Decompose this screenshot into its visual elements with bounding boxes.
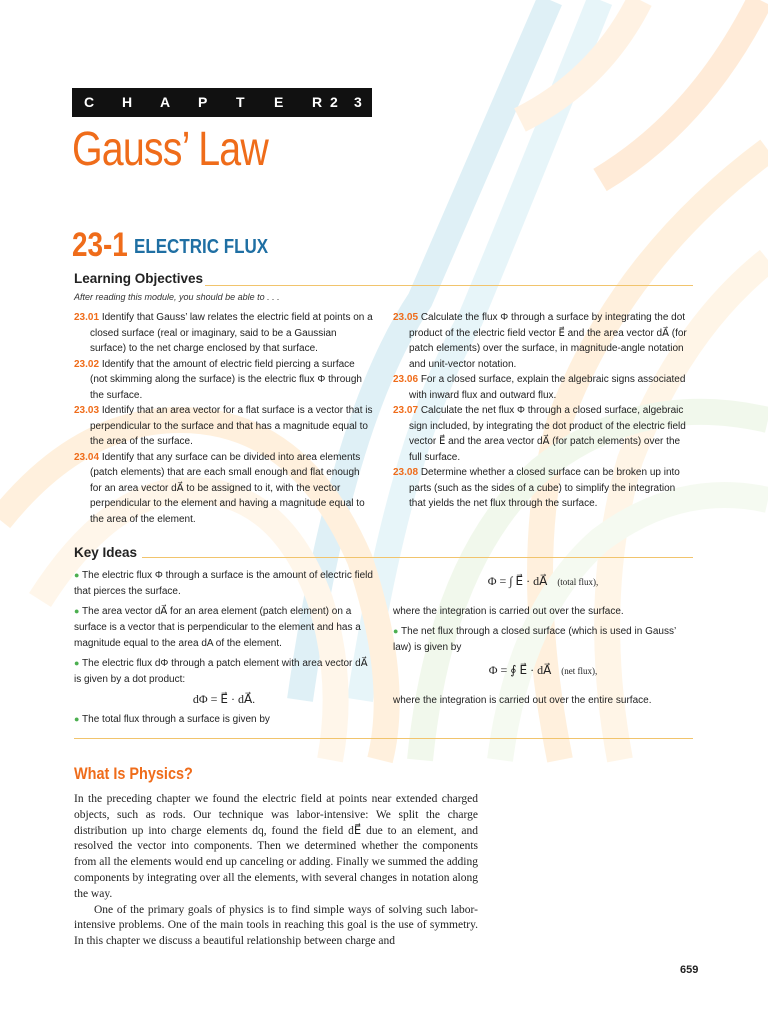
equation-net-flux: Φ = ∮ E⃗ · dA⃗ (net flux), — [488, 663, 598, 677]
key-ideas-right-column — [393, 567, 693, 712]
key-idea-item: ● The total flux through a surface is given by — [74, 714, 270, 725]
key-idea-item: ● The electric flux Φ through a surface is the amount of electric field that pierces the surface. — [74, 570, 373, 597]
chapter-letter: A — [160, 94, 171, 110]
key-idea-text: where the integration is carried out over the surface. — [393, 606, 624, 617]
module-number: 23-1 — [72, 226, 128, 264]
equation-patch-flux: dΦ = E⃗ · dA⃗. — [192, 692, 256, 706]
key-idea-item: ● The net flux through a closed surface (which is used in Gauss’ law) is given by — [393, 626, 676, 653]
key-ideas-heading: Key Ideas — [74, 545, 138, 560]
bullet-icon: ● — [393, 626, 399, 636]
objective-item: 23.04 Identify that any surface can be divided into area elements (patch elements) that are each small enough and flat enough for an area vector dA⃗ to be assigned to it, with the vector perpendicular to the element and having a magnitude equal to the area of the element. — [74, 451, 365, 525]
heading-rule — [142, 557, 693, 558]
bullet-icon: ● — [74, 714, 80, 724]
heading-rule — [205, 285, 693, 286]
section-title: What Is Physics? — [74, 764, 193, 783]
objective-item: 23.07 Calculate the net flux Φ through a closed surface, algebraic sign included, by integrating the dot product of the electric field vector E⃗ and the area vector dA⃗ (for patch elements) over the full surface. — [393, 405, 686, 463]
bullet-icon: ● — [74, 606, 80, 616]
chapter-letter: R — [312, 94, 323, 110]
objective-item: 23.08 Determine whether a closed surface can be broken up into parts (such as the sides of a cube) to simplify the integration that yields the net flux through the surface. — [393, 467, 680, 509]
key-ideas-left-column — [74, 567, 374, 731]
key-idea-text: where the integration is carried out over the entire surface. — [393, 695, 652, 706]
body-text — [74, 792, 478, 950]
chapter-letter: H — [122, 94, 133, 110]
section-divider — [74, 738, 693, 739]
chapter-letter: C — [84, 94, 95, 110]
page-number: 659 — [680, 964, 699, 976]
chapter-letter: P — [198, 94, 208, 110]
key-idea-item: ● The area vector dA⃗ for an area element (patch element) on a surface is a vector that is perpendicular to the element and has a magnitude equal to the area dA of the element. — [74, 606, 361, 649]
objective-item: 23.02 Identify that the amount of electric field piercing a surface (not skimming along the surface) is the electric flux Φ through the surface. — [74, 358, 362, 401]
bullet-icon: ● — [74, 658, 80, 668]
objective-item: 23.05 Calculate the flux Φ through a surface by integrating the dot product of the electric field vector E⃗ and the area vector dA⃗ (for patch elements) over the surface, in magnitude-angle notation and unit-vector notation. — [393, 312, 687, 370]
equation-total-flux: Φ = ∫ E⃗ · dA⃗ (total flux), — [487, 574, 599, 588]
learning-objectives-heading: Learning Objectives — [74, 271, 204, 286]
objective-item: 23.03 Identify that an area vector for a flat surface is a vector that is perpendicular to the surface and that has a magnitude equal to the area of the surface. — [74, 405, 373, 447]
chapter-title: Gauss’ Law — [72, 123, 268, 176]
chapter-digit: 3 — [354, 94, 362, 110]
objectives-intro: After reading this module, you should be able to . . . — [74, 292, 280, 302]
module-title: ELECTRIC FLUX — [134, 236, 269, 258]
key-idea-item: ● The electric flux dΦ through a patch element with area vector dA⃗ is given by a dot product: — [74, 658, 368, 685]
chapter-bar — [72, 88, 372, 117]
chapter-digit: 2 — [330, 94, 338, 110]
objective-item: 23.06 For a closed surface, explain the algebraic signs associated with inward flux and outward flux. — [393, 374, 686, 401]
chapter-letter: E — [274, 94, 284, 110]
paragraph: One of the primary goals of physics is to find simple ways of solving such labor-intensive problems. One of the main tools in reaching this goal is the use of symmetry. In this chapter we discuss a beautiful relationship between charge and — [74, 903, 478, 948]
bullet-icon: ● — [74, 570, 80, 580]
objective-item: 23.01 Identify that Gauss’ law relates the electric field at points on a closed surface (real or imaginary, said to be a Gaussian surface) to the net charge enclosed by that surface. — [74, 312, 373, 354]
objectives-right-column — [393, 310, 693, 512]
objectives-left-column — [74, 310, 374, 527]
chapter-letter: T — [236, 94, 245, 110]
paragraph: In the preceding chapter we found the electric field at points near extended charged objects, such as rods. Our technique was labor-intensive: We split the charge distribution up into charge elements dq, found the field dE⃗ due to an element, and resolved the vector into components. Then we determined whether the components from all the elements would end up canceling or adding. Finally we summed the adding components by integrating over all the elements, with several changes in notation along the way. — [74, 793, 478, 900]
